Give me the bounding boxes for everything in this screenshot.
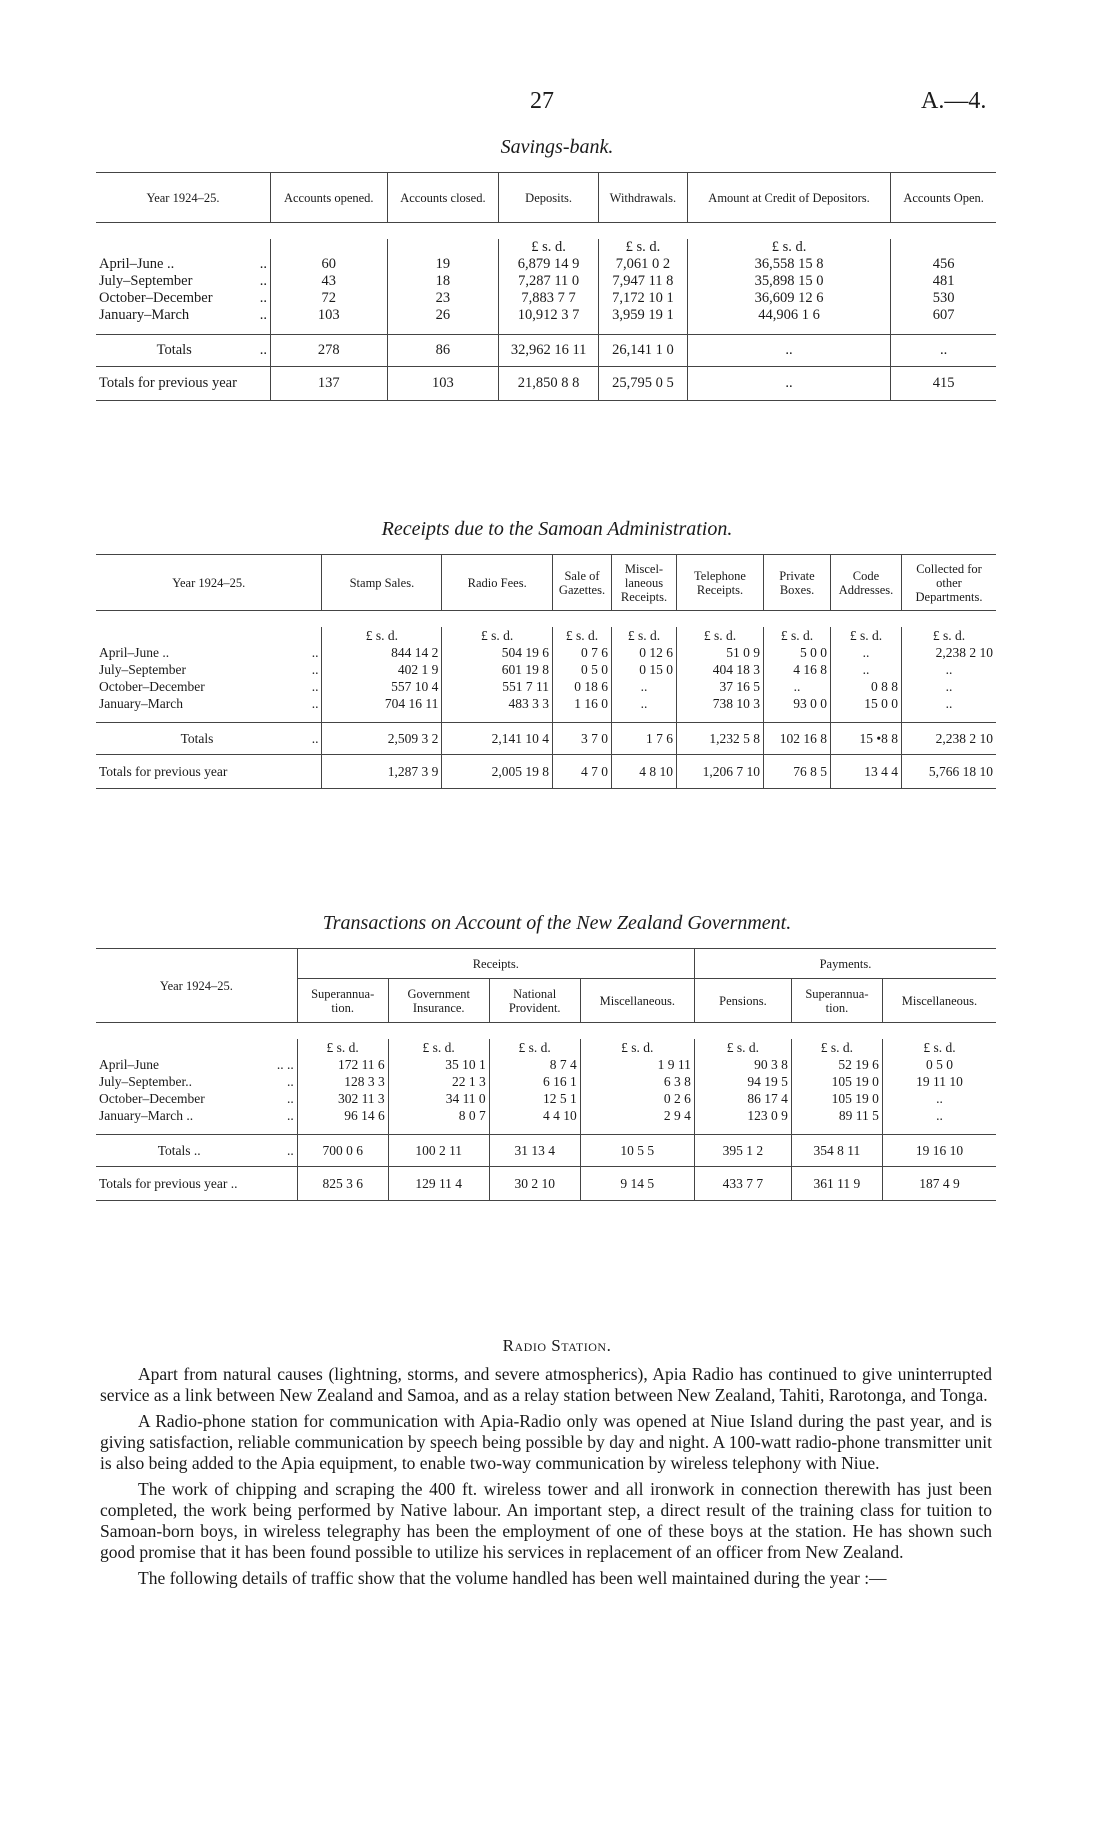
- cell: 361 11 9: [791, 1166, 882, 1200]
- cell: ..: [902, 661, 997, 678]
- cell: ..: [612, 678, 677, 695]
- cell: 36,609 12 6: [687, 290, 891, 307]
- col-withdrawals: Withdrawals.: [599, 173, 688, 223]
- cell: 402 1 9: [322, 661, 442, 678]
- cell: 530: [891, 290, 996, 307]
- cell: 6,879 14 9: [499, 256, 599, 273]
- leader-dots: ..: [286, 1091, 294, 1106]
- leader-dots: ..: [259, 256, 267, 272]
- cell: 551 7 11: [442, 678, 553, 695]
- group-payments: Payments.: [694, 949, 996, 979]
- cell: ..: [902, 695, 997, 712]
- cell: 137: [270, 366, 387, 400]
- cell: ..: [687, 366, 891, 400]
- cell: 278: [270, 334, 387, 366]
- cell: 7,947 11 8: [599, 273, 688, 290]
- cell: 5,766 18 10: [902, 754, 997, 788]
- cell: 15 •8 8: [831, 722, 902, 754]
- cell: ..: [882, 1090, 996, 1107]
- previous-year-row: [96, 1166, 996, 1200]
- cell: 9 14 5: [580, 1166, 694, 1200]
- radio-station-heading: Radio Station.: [502, 1336, 612, 1355]
- cell: 105 19 0: [791, 1090, 882, 1107]
- currency-unit: £ s. d.: [612, 627, 677, 644]
- table-row: [96, 256, 996, 273]
- cell: 13 4 4: [831, 754, 902, 788]
- cell: 6 16 1: [489, 1073, 580, 1090]
- cell: 302 11 3: [297, 1090, 388, 1107]
- leader-dots: ..: [259, 273, 267, 289]
- row-label: January–March: [99, 696, 183, 711]
- cell: 8 7 4: [489, 1056, 580, 1073]
- col-code-addresses: Code Addresses.: [831, 555, 902, 611]
- transactions-table: [96, 948, 996, 1201]
- col-accounts-closed: Accounts closed.: [387, 173, 499, 223]
- cell: 129 11 4: [388, 1166, 489, 1200]
- col-pensions: Pensions.: [694, 979, 791, 1023]
- cell: 6 3 8: [580, 1073, 694, 1090]
- row-label: Totals for previous year: [99, 763, 228, 779]
- cell: 90 3 8: [694, 1056, 791, 1073]
- cell: 23: [387, 290, 499, 307]
- currency-unit: £ s. d.: [694, 1039, 791, 1056]
- cell: ..: [831, 644, 902, 661]
- col-sale-gazettes: Sale of Gazettes.: [553, 555, 612, 611]
- cell: 2,238 2 10: [902, 722, 997, 754]
- row-label: July–September: [99, 273, 193, 289]
- row-label: Totals for previous year ..: [99, 1175, 238, 1191]
- col-miscellaneous-receipts: Miscellaneous.: [580, 979, 694, 1023]
- row-label: July–September..: [99, 1074, 192, 1089]
- col-accounts-opened: Accounts opened.: [270, 173, 387, 223]
- row-label: Totals for previous year: [99, 374, 237, 391]
- cell: 8 0 7: [388, 1107, 489, 1124]
- cell: 0 12 6: [612, 644, 677, 661]
- col-collected-other: Collected for other Departments.: [902, 555, 997, 611]
- leader-dots: ..: [286, 1142, 294, 1158]
- cell: 44,906 1 6: [687, 307, 891, 324]
- col-year: Year 1924–25.: [146, 190, 220, 205]
- cell: 415: [891, 366, 996, 400]
- cell: 86: [387, 334, 499, 366]
- cell: 2,005 19 8: [442, 754, 553, 788]
- col-miscellaneous-payments: Miscellaneous.: [882, 979, 996, 1023]
- table-row: [96, 1056, 996, 1073]
- page-number: 27: [530, 88, 554, 114]
- currency-unit: £ s. d.: [388, 1039, 489, 1056]
- table-row: [96, 1107, 996, 1124]
- row-label: January–March ..: [99, 1108, 194, 1123]
- table-row: [96, 661, 996, 678]
- table-row: [96, 273, 996, 290]
- cell: 89 11 5: [791, 1107, 882, 1124]
- currency-unit: £ s. d.: [687, 239, 891, 256]
- row-label: April–June ..: [99, 256, 175, 272]
- leader-dots: ..: [311, 645, 319, 660]
- cell: 93 0 0: [764, 695, 831, 712]
- table-row: [96, 695, 996, 712]
- paragraph: A Radio-phone station for communication with Apia-Radio only was opened at Niue Island during the past year, and is giving satisfaction, reliable communication by speech being possible by day and night. A 100-watt radio-phone transmitter unit is also being added to the Apia equipment, to enable two-way communication by wireless telephony with Niue.: [100, 1411, 992, 1473]
- leader-dots: ..: [311, 662, 319, 677]
- cell: ..: [612, 695, 677, 712]
- paragraph: Apart from natural causes (lightning, storms, and severe atmospherics), Apia Radio has continued to give uninterrupted service as a link between New Zealand and Samoa, and as a relay station between New Zealand, Tahiti, Rarotonga, and Tonga.: [100, 1364, 992, 1405]
- cell: 25,795 0 5: [599, 366, 688, 400]
- currency-unit: £ s. d.: [553, 627, 612, 644]
- row-label: Totals ..: [157, 1142, 201, 1158]
- cell: 704 16 11: [322, 695, 442, 712]
- currency-unit: £ s. d.: [442, 627, 553, 644]
- cell: 1 16 0: [553, 695, 612, 712]
- currency-unit: £ s. d.: [764, 627, 831, 644]
- col-stamp-sales: Stamp Sales.: [322, 555, 442, 611]
- col-private-boxes: Private Boxes.: [764, 555, 831, 611]
- cell: 36,558 15 8: [687, 256, 891, 273]
- cell: 0 5 0: [553, 661, 612, 678]
- currency-unit: £ s. d.: [677, 627, 764, 644]
- currency-unit: £ s. d.: [599, 239, 688, 256]
- col-government-insurance: Government Insurance.: [388, 979, 489, 1023]
- totals-row: [96, 334, 996, 366]
- row-label: July–September: [99, 662, 186, 677]
- cell: 5 0 0: [764, 644, 831, 661]
- cell: 7,883 7 7: [499, 290, 599, 307]
- cell: 123 0 9: [694, 1107, 791, 1124]
- col-amount-credit: Amount at Credit of Depositors.: [687, 173, 891, 223]
- leader-dots: .. ..: [276, 1057, 294, 1072]
- cell: 19: [387, 256, 499, 273]
- cell: 32,962 16 11: [499, 334, 599, 366]
- cell: 481: [891, 273, 996, 290]
- cell: 96 14 6: [297, 1107, 388, 1124]
- cell: 7,287 11 0: [499, 273, 599, 290]
- cell: 3 7 0: [553, 722, 612, 754]
- receipts-table: [96, 554, 996, 789]
- leader-dots: ..: [286, 1108, 294, 1123]
- previous-year-row: [96, 754, 996, 788]
- col-miscellaneous: Miscel-laneous Receipts.: [612, 555, 677, 611]
- cell: 2,141 10 4: [442, 722, 553, 754]
- cell: 825 3 6: [297, 1166, 388, 1200]
- cell: 103: [387, 366, 499, 400]
- cell: 19 16 10: [882, 1134, 996, 1166]
- currency-unit: £ s. d.: [322, 627, 442, 644]
- cell: 4 7 0: [553, 754, 612, 788]
- paragraph: The following details of traffic show that the volume handled has been well maintained during the year :—: [138, 1568, 887, 1588]
- cell: 187 4 9: [882, 1166, 996, 1200]
- cell: 72: [270, 290, 387, 307]
- row-label: Totals: [180, 730, 214, 746]
- cell: 504 19 6: [442, 644, 553, 661]
- cell: 0 15 0: [612, 661, 677, 678]
- cell: ..: [764, 678, 831, 695]
- col-year: Year 1924–25.: [96, 949, 297, 1023]
- cell: ..: [902, 678, 997, 695]
- row-label: April–June: [99, 1057, 159, 1072]
- paragraph: The work of chipping and scraping the 400 ft. wireless tower and all ironwork in connection therewith has just been completed, the work being performed by Native labour. An important step, a direct result of the training class for tuition to Samoan-born boys, in wireless telegraphy has been the employment of one of these boys at the station. He has shown such good promise that it has been found possible to utilize his services in replacement of an officer from New Zealand.: [100, 1479, 992, 1562]
- col-radio-fees: Radio Fees.: [442, 555, 553, 611]
- col-telephone: Telephone Receipts.: [677, 555, 764, 611]
- cell: ..: [891, 334, 996, 366]
- cell: 601 19 8: [442, 661, 553, 678]
- col-accounts-open: Accounts Open.: [891, 173, 996, 223]
- cell: 34 11 0: [388, 1090, 489, 1107]
- row-label: Totals: [156, 341, 192, 358]
- cell: 844 14 2: [322, 644, 442, 661]
- leader-dots: ..: [311, 679, 319, 694]
- col-year: Year 1924–25.: [172, 575, 246, 590]
- group-receipts: Receipts.: [297, 949, 694, 979]
- cell: 4 8 10: [612, 754, 677, 788]
- cell: 30 2 10: [489, 1166, 580, 1200]
- cell: 1 7 6: [612, 722, 677, 754]
- currency-unit: £ s. d.: [831, 627, 902, 644]
- col-deposits: Deposits.: [499, 173, 599, 223]
- cell: ..: [882, 1107, 996, 1124]
- currency-unit: £ s. d.: [902, 627, 997, 644]
- col-national-provident: National Provident.: [489, 979, 580, 1023]
- totals-row: [96, 722, 996, 754]
- table-row: [96, 644, 996, 661]
- cell: 2,509 3 2: [322, 722, 442, 754]
- cell: 10,912 3 7: [499, 307, 599, 324]
- cell: 19 11 10: [882, 1073, 996, 1090]
- radio-station-text: [100, 1364, 992, 1594]
- leader-dots: ..: [259, 307, 267, 323]
- table-row: [96, 307, 996, 324]
- cell: 128 3 3: [297, 1073, 388, 1090]
- cell: 1 9 11: [580, 1056, 694, 1073]
- cell: 76 8 5: [764, 754, 831, 788]
- leader-dots: ..: [311, 696, 319, 711]
- table-row: [96, 1090, 996, 1107]
- cell: 0 5 0: [882, 1056, 996, 1073]
- cell: 22 1 3: [388, 1073, 489, 1090]
- receipts-title: Receipts due to the Samoan Administration.: [381, 518, 733, 540]
- leader-dots: ..: [286, 1074, 294, 1089]
- totals-row: [96, 1134, 996, 1166]
- cell: 7,061 0 2: [599, 256, 688, 273]
- cell: 43: [270, 273, 387, 290]
- currency-unit: £ s. d.: [499, 239, 599, 256]
- cell: 483 3 3: [442, 695, 553, 712]
- cell: 102 16 8: [764, 722, 831, 754]
- cell: 2 9 4: [580, 1107, 694, 1124]
- cell: 2,238 2 10: [902, 644, 997, 661]
- cell: 1,287 3 9: [322, 754, 442, 788]
- cell: 456: [891, 256, 996, 273]
- col-superannuation-payments: Superannua-tion.: [791, 979, 882, 1023]
- currency-unit: £ s. d.: [580, 1039, 694, 1056]
- cell: 26,141 1 0: [599, 334, 688, 366]
- cell: 738 10 3: [677, 695, 764, 712]
- leader-dots: ..: [259, 290, 267, 306]
- cell: 557 10 4: [322, 678, 442, 695]
- cell: 37 16 5: [677, 678, 764, 695]
- cell: 60: [270, 256, 387, 273]
- cell: 700 0 6: [297, 1134, 388, 1166]
- savings-bank-table: [96, 172, 996, 401]
- row-label: October–December: [99, 290, 213, 306]
- cell: ..: [687, 334, 891, 366]
- cell: 0 7 6: [553, 644, 612, 661]
- leader-dots: ..: [311, 730, 319, 746]
- cell: 35 10 1: [388, 1056, 489, 1073]
- cell: 100 2 11: [388, 1134, 489, 1166]
- cell: 354 8 11: [791, 1134, 882, 1166]
- cell: 404 18 3: [677, 661, 764, 678]
- cell: 1,232 5 8: [677, 722, 764, 754]
- cell: 15 0 0: [831, 695, 902, 712]
- leader-dots: ..: [259, 341, 267, 358]
- cell: 18: [387, 273, 499, 290]
- row-label: April–June ..: [99, 645, 170, 660]
- col-superannuation-receipts: Superannua-tion.: [297, 979, 388, 1023]
- cell: 26: [387, 307, 499, 324]
- cell: 395 1 2: [694, 1134, 791, 1166]
- row-label: January–March: [99, 307, 190, 323]
- cell: 103: [270, 307, 387, 324]
- cell: 0 2 6: [580, 1090, 694, 1107]
- document-reference: A.—4.: [921, 88, 987, 114]
- previous-year-row: [96, 366, 996, 400]
- cell: 4 16 8: [764, 661, 831, 678]
- cell: 86 17 4: [694, 1090, 791, 1107]
- cell: 12 5 1: [489, 1090, 580, 1107]
- cell: 4 4 10: [489, 1107, 580, 1124]
- cell: 0 8 8: [831, 678, 902, 695]
- cell: 172 11 6: [297, 1056, 388, 1073]
- cell: 105 19 0: [791, 1073, 882, 1090]
- cell: 433 7 7: [694, 1166, 791, 1200]
- cell: 31 13 4: [489, 1134, 580, 1166]
- cell: 94 19 5: [694, 1073, 791, 1090]
- cell: 0 18 6: [553, 678, 612, 695]
- cell: 607: [891, 307, 996, 324]
- currency-unit: £ s. d.: [882, 1039, 996, 1056]
- cell: ..: [831, 661, 902, 678]
- row-label: October–December: [99, 1091, 205, 1106]
- cell: 35,898 15 0: [687, 273, 891, 290]
- row-label: October–December: [99, 679, 205, 694]
- table-row: [96, 290, 996, 307]
- cell: 21,850 8 8: [499, 366, 599, 400]
- cell: 10 5 5: [580, 1134, 694, 1166]
- currency-unit: £ s. d.: [297, 1039, 388, 1056]
- currency-unit: £ s. d.: [489, 1039, 580, 1056]
- currency-unit: £ s. d.: [791, 1039, 882, 1056]
- cell: 7,172 10 1: [599, 290, 688, 307]
- cell: 3,959 19 1: [599, 307, 688, 324]
- cell: 52 19 6: [791, 1056, 882, 1073]
- transactions-title: Transactions on Account of the New Zealand Government.: [322, 912, 792, 934]
- cell: 1,206 7 10: [677, 754, 764, 788]
- table-row: [96, 678, 996, 695]
- cell: 51 0 9: [677, 644, 764, 661]
- savings-bank-title: Savings-bank.: [500, 136, 614, 158]
- table-row: [96, 1073, 996, 1090]
